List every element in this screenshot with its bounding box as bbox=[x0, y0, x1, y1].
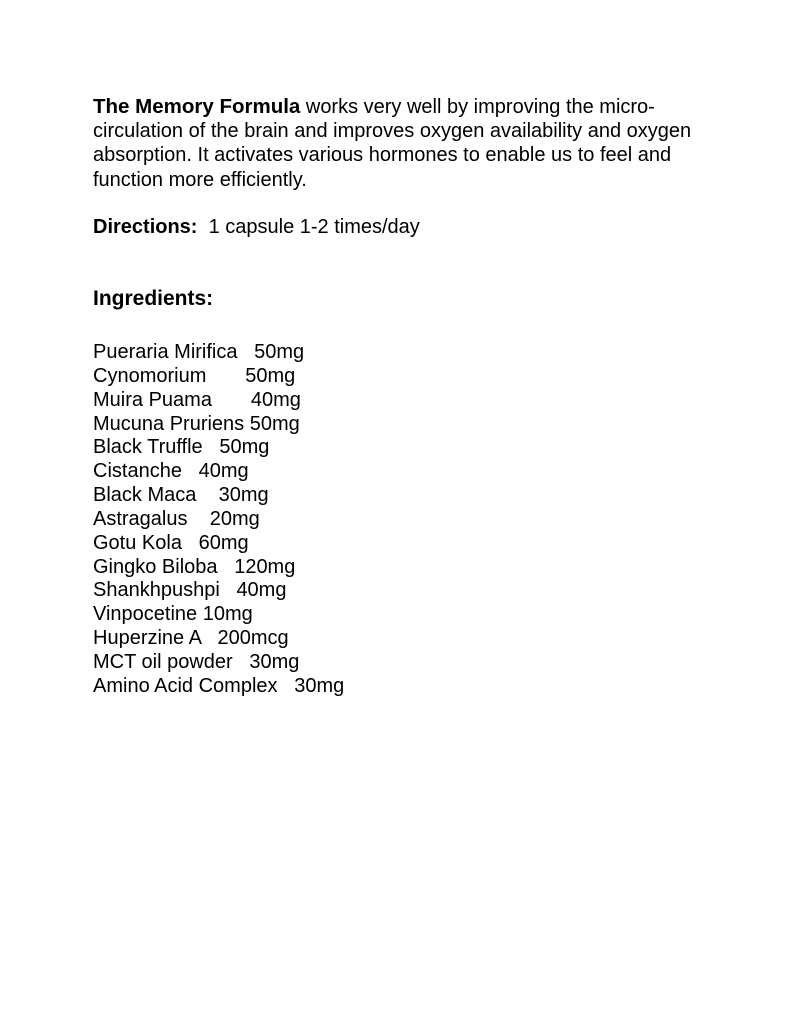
list-item: Pueraria Mirifica 50mg bbox=[93, 341, 305, 363]
ingredients-list bbox=[93, 341, 344, 699]
directions-label: Directions: bbox=[93, 216, 198, 238]
list-item: Cistanche 40mg bbox=[93, 460, 249, 483]
list-item: Shankhpushpi 40mg bbox=[93, 579, 287, 602]
list-item: Amino Acid Complex 30mg bbox=[93, 674, 345, 697]
intro-text: works very well by improving the micro-circulation of the brain and improves oxygen availability and oxygen absorption. It activates various hormones to enable us to feel and function more efficiently. bbox=[93, 96, 692, 191]
list-item: Gingko Biloba 120mg bbox=[93, 555, 296, 578]
list-item: Black Truffle 50mg bbox=[93, 436, 270, 459]
product-name: The Memory Formula bbox=[93, 95, 301, 118]
ingredients-heading: Ingredients: bbox=[93, 287, 214, 310]
list-item: Gotu Kola 60mg bbox=[93, 531, 249, 554]
list-item: Cynomorium 50mg bbox=[93, 364, 296, 387]
list-item: Mucuna Pruriens 50mg bbox=[93, 412, 300, 435]
list-item: Muira Puama 40mg bbox=[93, 388, 301, 411]
directions bbox=[93, 215, 420, 239]
list-item: Astragalus 20mg bbox=[93, 507, 260, 530]
intro-paragraph bbox=[93, 95, 713, 192]
list-item: Vinpocetine 10mg bbox=[93, 603, 253, 626]
list-item: Huperzine A 200mcg bbox=[93, 627, 289, 650]
list-item: Black Maca 30mg bbox=[93, 484, 269, 507]
directions-value: 1 capsule 1-2 times/day bbox=[197, 216, 420, 238]
list-item: MCT oil powder 30mg bbox=[93, 650, 300, 673]
